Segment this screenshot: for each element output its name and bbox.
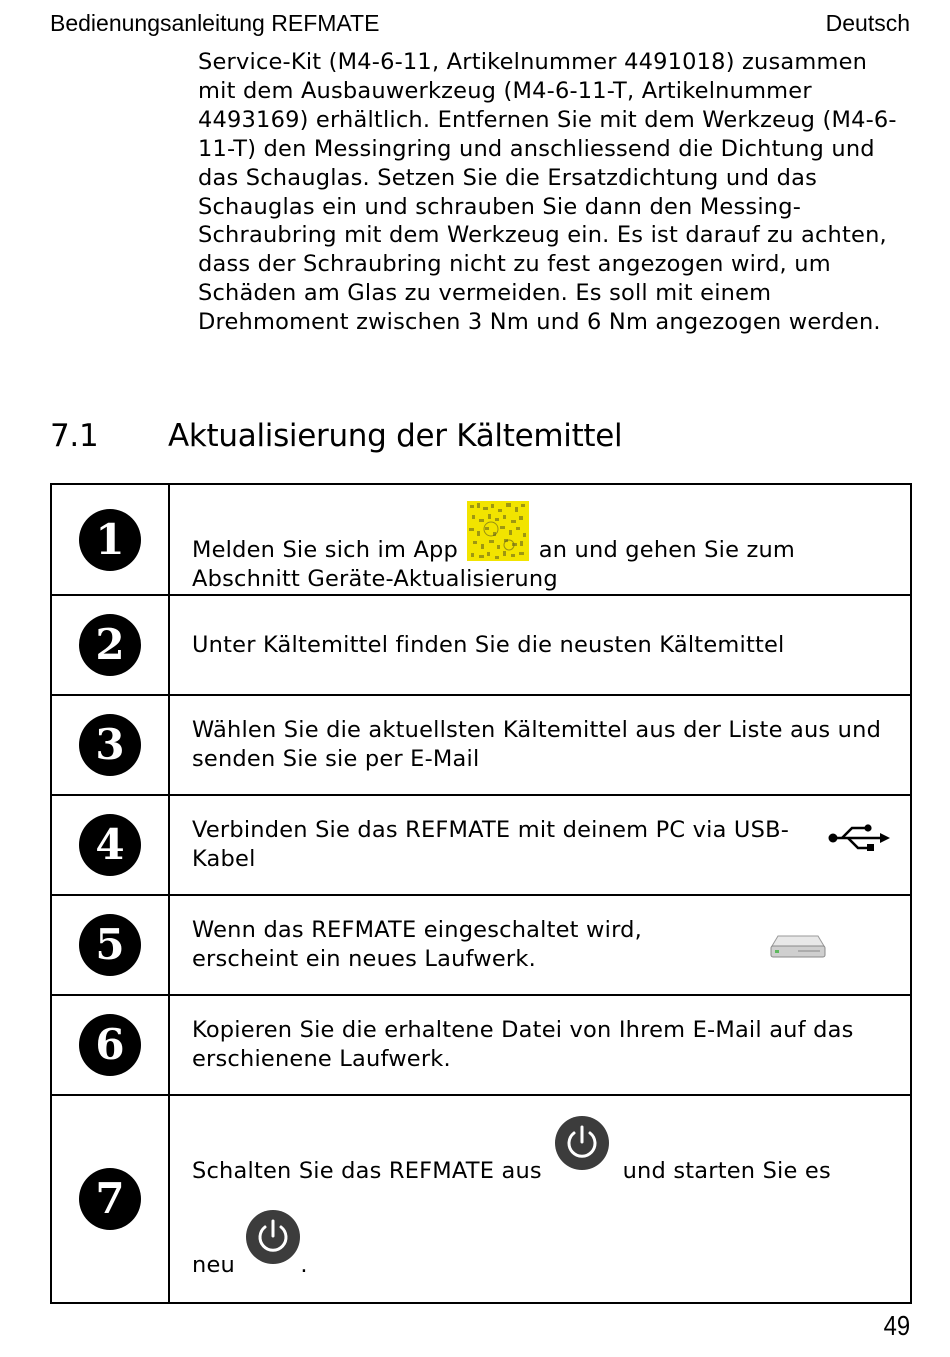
drive-icon	[768, 934, 826, 968]
step-row	[51, 895, 911, 995]
step-text: und starten Sie es	[622, 1158, 831, 1184]
step-text: Schalten Sie das REFMATE aus	[192, 1158, 542, 1184]
step-text-cell	[169, 595, 911, 695]
step-row	[51, 595, 911, 695]
step-row	[51, 695, 911, 795]
intro-paragraph: Service-Kit (M4-6-11, Artikelnummer 4491018) zusammen mit dem Ausbauwerkzeug (M4-6-11-T, Artikelnummer 4493169) erhältlich. Entfernen Sie mit dem Werkzeug (M4-6-11-T) den Messingring und anschliessend die Dichtung und das Schauglas. Setzen Sie die Ersatzdichtung und das Schauglas ein und schrauben Sie dann den Messing-Schraubring mit dem Werkzeug ein. Es ist darauf zu achten, dass der Schraubring nicht zu fest angezogen wird, um Schäden am Glas zu vermeiden. Es soll mit einem Drehmoment zwischen 3 Nm und 6 Nm angezogen werden.	[198, 49, 897, 336]
usb-icon	[828, 824, 890, 862]
page-number: 49	[883, 1310, 910, 1341]
step-number-badge: 7	[79, 1168, 141, 1230]
step-number-badge: 4	[79, 814, 141, 876]
step-text: .	[300, 1252, 308, 1278]
step-text: Kopieren Sie die erhaltene Datei von Ihrem E-Mail auf das erschienene Laufwerk.	[192, 1017, 854, 1072]
step-number-badge: 2	[79, 614, 141, 676]
step-text-cell	[169, 484, 911, 595]
step-text-cell	[169, 695, 911, 795]
power-icon	[555, 1116, 609, 1170]
section-title: Aktualisierung der Kältemittel	[168, 418, 623, 454]
step-row	[51, 995, 911, 1095]
header-language: Deutsch	[825, 10, 910, 36]
qr-code-icon	[467, 501, 529, 561]
step-text-cell	[169, 795, 911, 895]
section-number: 7.1	[50, 418, 99, 454]
step-text: an und gehen Sie zum Abschnitt Geräte-Aktualisierung	[192, 537, 796, 592]
step-row	[51, 795, 911, 895]
step-text: Wählen Sie die aktuellsten Kältemittel aus der Liste aus und senden Sie sie per E-Mail	[192, 717, 882, 772]
step-text: neu	[192, 1252, 235, 1278]
power-icon	[246, 1210, 300, 1264]
section-heading	[50, 418, 622, 454]
step-row	[51, 484, 911, 595]
step-text: Wenn das REFMATE eingeschaltet wird, erscheint ein neues Laufwerk.	[192, 917, 643, 972]
step-text-cell	[169, 895, 911, 995]
step-text: Melden Sie sich im App	[192, 537, 459, 563]
header-title: Bedienungsanleitung REFMATE	[50, 10, 380, 36]
step-row	[51, 1095, 911, 1303]
step-number-badge: 1	[79, 509, 141, 571]
step-text: Unter Kältemittel finden Sie die neusten Kältemittel	[192, 631, 785, 658]
step-text-cell	[169, 1095, 911, 1303]
step-text: Verbinden Sie das REFMATE mit deinem PC via USB-Kabel	[192, 817, 790, 872]
steps-table	[50, 483, 912, 1304]
step-number-badge: 5	[79, 914, 141, 976]
step-number-badge: 6	[79, 1014, 141, 1076]
step-number-badge: 3	[79, 714, 141, 776]
step-text-cell	[169, 995, 911, 1095]
